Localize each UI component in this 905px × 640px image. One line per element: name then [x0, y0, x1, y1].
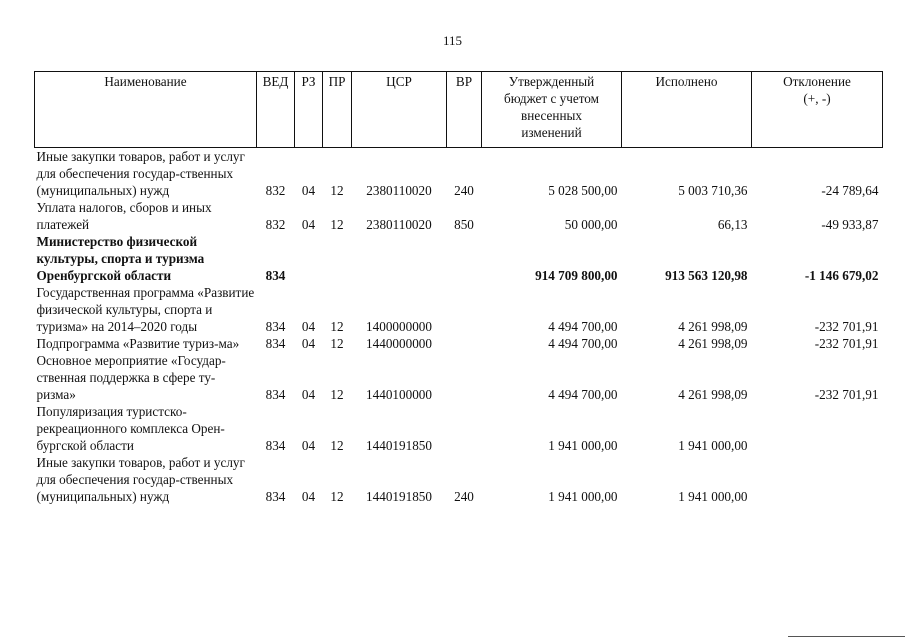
cell-approved-budget: 50 000,00	[564, 217, 618, 232]
cell-pr: 12	[330, 217, 344, 232]
header-csr: ЦСР	[352, 72, 447, 148]
cell-executed: 5 003 710,36	[678, 183, 748, 198]
header-deviation: Отклонение (+, -)	[752, 72, 883, 148]
cell-deviation: -24 789,64	[821, 183, 879, 198]
cell-vr: 240	[454, 183, 474, 198]
cell-deviation: -232 701,91	[814, 319, 879, 334]
cell-csr: 1400000000	[366, 319, 432, 334]
header-rz: РЗ	[295, 72, 323, 148]
table-row	[35, 454, 883, 505]
table-row	[35, 335, 883, 352]
cell-approved-budget: 4 494 700,00	[548, 336, 618, 351]
cell-ved: 834	[265, 387, 286, 402]
cell-csr: 1440000000	[366, 336, 432, 351]
cell-approved-budget: 4 494 700,00	[548, 387, 618, 402]
cell-ved: 834	[265, 268, 286, 283]
cell-executed: 4 261 998,09	[678, 336, 748, 351]
header-name: Наименование	[35, 72, 257, 148]
table-row	[35, 284, 883, 335]
cell-name: Министерство физической культуры, спорта и туризма Оренбургской области	[36, 234, 205, 283]
cell-executed: 913 563 120,98	[665, 268, 748, 283]
cell-rz: 04	[301, 336, 316, 351]
table-body	[35, 148, 883, 506]
cell-vr	[447, 284, 482, 335]
cell-deviation	[752, 454, 883, 505]
cell-approved-budget: 1 941 000,00	[548, 489, 618, 504]
table-row	[35, 148, 883, 200]
header-vr: ВР	[447, 72, 482, 148]
cell-approved-budget: 914 709 800,00	[535, 268, 618, 283]
cell-ved: 832	[265, 217, 286, 232]
cell-rz: 04	[301, 319, 316, 334]
cell-rz: 04	[301, 183, 316, 198]
cell-pr: 12	[330, 438, 344, 453]
cell-pr: 12	[330, 387, 344, 402]
cell-approved-budget: 4 494 700,00	[548, 319, 618, 334]
cell-deviation: -1 146 679,02	[804, 268, 879, 283]
cell-approved-budget: 1 941 000,00	[548, 438, 618, 453]
header-executed: Исполнено	[622, 72, 752, 148]
cell-deviation	[752, 403, 883, 454]
cell-deviation: -49 933,87	[821, 217, 879, 232]
cell-deviation: -232 701,91	[814, 387, 879, 402]
page-edge-line	[788, 636, 905, 637]
header-approved-budget: Утвержденный бюджет с учетом внесенных изменений	[482, 72, 622, 148]
cell-pr: 12	[330, 183, 344, 198]
cell-name: Государственная программа «Развитие физической культуры, спорта и туризма» на 2014–2020 годы	[36, 285, 255, 334]
cell-executed: 1 941 000,00	[678, 489, 748, 504]
table-row	[35, 403, 883, 454]
cell-name: Уплата налогов, сборов и иных платежей	[36, 200, 212, 232]
cell-executed: 1 941 000,00	[678, 438, 748, 453]
cell-csr: 2380110020	[366, 217, 432, 232]
cell-ved: 832	[265, 183, 286, 198]
cell-rz	[295, 233, 323, 284]
cell-name: Основное мероприятие «Государ-ственная поддержка в сфере ту-ризма»	[36, 353, 226, 402]
cell-csr: 1440191850	[366, 489, 432, 504]
cell-vr	[447, 403, 482, 454]
cell-vr: 850	[454, 217, 474, 232]
cell-name: Популяризация туристско-рекреационного комплекса Орен-бургской области	[36, 404, 225, 453]
cell-csr: 2380110020	[366, 183, 432, 198]
budget-execution-table	[34, 71, 883, 505]
cell-deviation: -232 701,91	[814, 336, 879, 351]
page-number: 115	[442, 33, 463, 48]
cell-pr: 12	[330, 489, 344, 504]
table-header-row	[35, 72, 883, 148]
cell-rz: 04	[301, 387, 316, 402]
cell-executed: 4 261 998,09	[678, 387, 748, 402]
table-row	[35, 199, 883, 233]
cell-vr	[447, 233, 482, 284]
cell-csr: 1440191850	[366, 438, 432, 453]
cell-rz: 04	[301, 217, 316, 232]
cell-name: Иные закупки товаров, работ и услуг для обеспечения государ-ственных (муниципальных) нужд	[36, 149, 245, 198]
cell-csr	[352, 233, 447, 284]
cell-pr: 12	[330, 319, 344, 334]
cell-vr	[447, 352, 482, 403]
cell-ved: 834	[265, 489, 286, 504]
cell-rz: 04	[301, 489, 316, 504]
cell-executed: 4 261 998,09	[678, 319, 748, 334]
cell-ved: 834	[265, 319, 286, 334]
cell-ved: 834	[265, 336, 286, 351]
cell-pr: 12	[330, 336, 344, 351]
cell-vr: 240	[454, 489, 474, 504]
cell-approved-budget: 5 028 500,00	[548, 183, 618, 198]
cell-pr	[323, 233, 352, 284]
cell-ved: 834	[265, 438, 286, 453]
cell-name: Подпрограмма «Развитие туриз-ма»	[36, 336, 240, 351]
cell-vr	[447, 335, 482, 352]
cell-csr: 1440100000	[366, 387, 432, 402]
table-row	[35, 233, 883, 284]
table-row	[35, 352, 883, 403]
cell-rz: 04	[301, 438, 316, 453]
cell-executed: 66,13	[717, 217, 748, 232]
cell-name: Иные закупки товаров, работ и услуг для обеспечения государ-ственных (муниципальных) нужд	[36, 455, 245, 504]
header-ved: ВЕД	[257, 72, 295, 148]
header-pr: ПР	[323, 72, 352, 148]
